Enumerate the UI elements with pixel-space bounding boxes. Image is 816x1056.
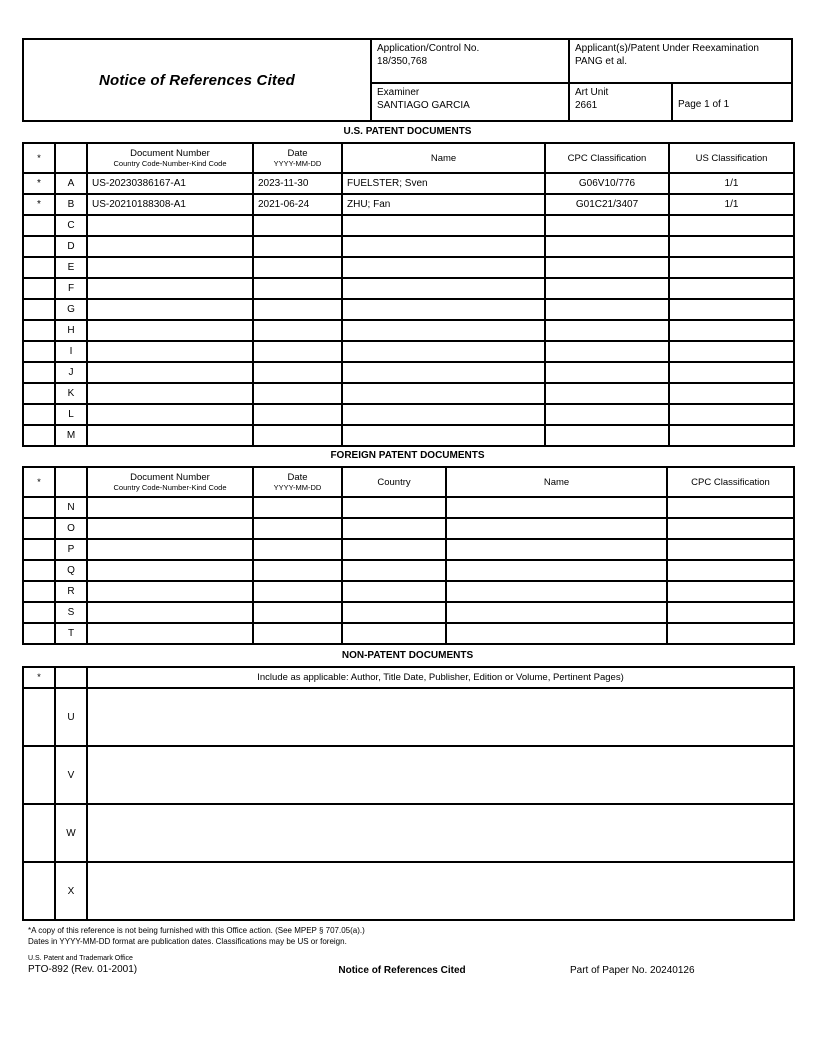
table-row — [23, 804, 794, 862]
us-patent-table — [22, 142, 795, 447]
country-column-header: Country — [342, 467, 446, 497]
cpc-cell — [667, 518, 794, 539]
name-cell — [342, 236, 545, 257]
star-cell — [23, 560, 55, 581]
cpc-cell — [545, 383, 669, 404]
table-row — [23, 862, 794, 920]
art-unit-label: Art Unit — [575, 87, 609, 98]
table-row — [23, 236, 794, 257]
cpc-cell — [667, 497, 794, 518]
name-cell — [446, 602, 667, 623]
letter-column-header — [55, 143, 87, 173]
date-cell — [253, 560, 342, 581]
npl-content-cell — [87, 862, 794, 920]
star-cell — [23, 581, 55, 602]
foreign-patent-table-body — [23, 497, 794, 644]
letter-cell: C — [55, 215, 87, 236]
application-number-label: Application/Control No. — [377, 43, 480, 54]
us-class-cell — [669, 278, 794, 299]
doc-number-cell — [87, 278, 253, 299]
doc-number-cell — [87, 383, 253, 404]
doc-number-column-header — [87, 143, 253, 173]
table-row — [23, 581, 794, 602]
footer-paper-number: Part of Paper No. 20240126 — [570, 965, 695, 976]
letter-cell: U — [55, 688, 87, 746]
star-cell — [23, 602, 55, 623]
cpc-cell — [667, 602, 794, 623]
doc-number-cell — [87, 299, 253, 320]
us-class-cell — [669, 362, 794, 383]
name-cell — [446, 581, 667, 602]
us-class-cell — [669, 257, 794, 278]
letter-cell: A — [55, 173, 87, 194]
name-column-header: Name — [342, 143, 545, 173]
name-cell — [446, 539, 667, 560]
doc-number-cell — [87, 518, 253, 539]
country-cell — [342, 539, 446, 560]
letter-cell: E — [55, 257, 87, 278]
letter-cell: Q — [55, 560, 87, 581]
date-cell — [253, 581, 342, 602]
date-cell — [253, 215, 342, 236]
letter-cell: H — [55, 320, 87, 341]
doc-number-cell — [87, 320, 253, 341]
doc-number-column-header — [87, 467, 253, 497]
name-cell — [342, 299, 545, 320]
star-cell — [23, 215, 55, 236]
foreign-patent-header-row — [23, 467, 794, 497]
form-header-row2 — [372, 84, 791, 120]
letter-column-header — [55, 467, 87, 497]
letter-cell: N — [55, 497, 87, 518]
date-cell — [253, 404, 342, 425]
footnote-dates-format: Dates in YYYY-MM-DD format are publication dates. Classifications may be US or foreign. — [28, 937, 347, 946]
date-cell — [253, 623, 342, 644]
doc-number-cell — [87, 497, 253, 518]
application-number-cell — [372, 40, 570, 82]
table-row — [23, 278, 794, 299]
art-unit-cell — [570, 84, 673, 120]
letter-cell: J — [55, 362, 87, 383]
star-cell — [23, 236, 55, 257]
examiner-label: Examiner — [377, 87, 420, 98]
date-header-main: Date — [287, 472, 308, 483]
date-cell — [253, 497, 342, 518]
table-row — [23, 518, 794, 539]
letter-cell: B — [55, 194, 87, 215]
npl-content-cell — [87, 688, 794, 746]
us-patent-section-title: U.S. PATENT DOCUMENTS — [343, 126, 472, 137]
star-cell — [23, 539, 55, 560]
doc-number-header-sub: Country Code-Number-Kind Code — [113, 159, 227, 168]
name-cell — [342, 404, 545, 425]
country-cell — [342, 581, 446, 602]
letter-cell: G — [55, 299, 87, 320]
cpc-cell: G06V10/776 — [545, 173, 669, 194]
date-cell — [253, 299, 342, 320]
table-row — [23, 320, 794, 341]
date-cell — [253, 539, 342, 560]
star-cell — [23, 383, 55, 404]
table-row — [23, 746, 794, 804]
star-cell — [23, 341, 55, 362]
star-cell — [23, 688, 55, 746]
country-cell — [342, 560, 446, 581]
letter-cell: L — [55, 404, 87, 425]
cpc-cell — [545, 278, 669, 299]
table-row — [23, 602, 794, 623]
letter-cell: K — [55, 383, 87, 404]
name-cell — [342, 320, 545, 341]
star-cell — [23, 518, 55, 539]
date-header-sub: YYYY-MM-DD — [273, 483, 322, 492]
name-cell — [342, 341, 545, 362]
letter-cell: M — [55, 425, 87, 446]
cpc-cell — [667, 623, 794, 644]
date-cell — [253, 383, 342, 404]
letter-cell: T — [55, 623, 87, 644]
name-cell — [342, 215, 545, 236]
doc-number-cell — [87, 539, 253, 560]
examiner-value: SANTIAGO GARCIA — [377, 100, 470, 111]
doc-number-cell — [87, 581, 253, 602]
us-class-cell — [669, 236, 794, 257]
cpc-cell — [545, 257, 669, 278]
date-header-main: Date — [287, 148, 308, 159]
cpc-cell — [545, 236, 669, 257]
cpc-column-header: CPC Classification — [545, 143, 669, 173]
doc-number-header-main: Document Number — [130, 472, 210, 483]
country-cell — [342, 602, 446, 623]
npl-content-column-header: Include as applicable: Author, Title Date, Publisher, Edition or Volume, Pertinent Pages) — [87, 667, 794, 688]
star-cell: * — [23, 173, 55, 194]
country-cell — [342, 623, 446, 644]
letter-cell: F — [55, 278, 87, 299]
doc-number-cell — [87, 560, 253, 581]
us-class-cell — [669, 215, 794, 236]
letter-cell: W — [55, 804, 87, 862]
us-class-cell — [669, 341, 794, 362]
doc-number-cell — [87, 425, 253, 446]
footer-form-title: Notice of References Cited — [338, 965, 466, 976]
us-class-cell: 1/1 — [669, 194, 794, 215]
table-row — [23, 560, 794, 581]
table-row — [23, 497, 794, 518]
table-row — [23, 257, 794, 278]
table-row — [23, 299, 794, 320]
us-patent-header-row — [23, 143, 794, 173]
doc-number-cell — [87, 257, 253, 278]
form-header-box — [22, 38, 793, 122]
applicant-cell — [570, 40, 791, 82]
us-class-cell — [669, 299, 794, 320]
date-header-sub: YYYY-MM-DD — [273, 159, 322, 168]
footer-form-number: PTO-892 (Rev. 01-2001) — [28, 964, 138, 975]
date-cell — [253, 320, 342, 341]
star-column-header: * — [23, 143, 55, 173]
name-cell — [342, 257, 545, 278]
cpc-column-header: CPC Classification — [667, 467, 794, 497]
letter-cell: R — [55, 581, 87, 602]
cpc-cell: G01C21/3407 — [545, 194, 669, 215]
non-patent-section-title: NON-PATENT DOCUMENTS — [341, 650, 474, 661]
footnote-copy-reference: *A copy of this reference is not being furnished with this Office action. (See MPEP § 707.05(a).) — [28, 926, 365, 935]
foreign-patent-table — [22, 466, 795, 645]
star-cell — [23, 404, 55, 425]
date-column-header — [253, 143, 342, 173]
name-cell — [446, 623, 667, 644]
name-column-header: Name — [446, 467, 667, 497]
applicant-label: Applicant(s)/Patent Under Reexamination — [575, 43, 759, 54]
star-cell — [23, 320, 55, 341]
form-header-right — [372, 40, 791, 120]
name-cell — [446, 497, 667, 518]
table-row — [23, 215, 794, 236]
foreign-patent-section-title: FOREIGN PATENT DOCUMENTS — [330, 450, 485, 461]
us-patent-table-body — [23, 173, 794, 446]
country-cell — [342, 497, 446, 518]
letter-cell: X — [55, 862, 87, 920]
npl-content-cell — [87, 746, 794, 804]
country-cell — [342, 518, 446, 539]
doc-number-header-main: Document Number — [130, 148, 210, 159]
date-cell: 2021-06-24 — [253, 194, 342, 215]
doc-number-cell — [87, 602, 253, 623]
us-class-cell — [669, 425, 794, 446]
date-cell — [253, 425, 342, 446]
table-row — [23, 688, 794, 746]
doc-number-cell: US-20230386167-A1 — [87, 173, 253, 194]
star-cell — [23, 425, 55, 446]
non-patent-table — [22, 666, 795, 921]
date-cell: 2023-11-30 — [253, 173, 342, 194]
us-class-cell — [669, 320, 794, 341]
us-class-cell — [669, 383, 794, 404]
date-cell — [253, 602, 342, 623]
star-cell — [23, 362, 55, 383]
name-cell — [342, 425, 545, 446]
page-number-value: Page 1 of 1 — [678, 99, 730, 110]
doc-number-cell — [87, 362, 253, 383]
letter-cell: S — [55, 602, 87, 623]
non-patent-table-body — [23, 688, 794, 920]
us-class-cell — [669, 404, 794, 425]
cpc-cell — [545, 299, 669, 320]
form-title-cell — [24, 40, 372, 120]
date-cell — [253, 518, 342, 539]
letter-cell: I — [55, 341, 87, 362]
doc-number-cell: US-20210188308-A1 — [87, 194, 253, 215]
star-cell — [23, 257, 55, 278]
star-column-header: * — [23, 467, 55, 497]
name-cell — [342, 383, 545, 404]
star-cell — [23, 497, 55, 518]
cpc-cell — [667, 539, 794, 560]
table-row — [23, 425, 794, 446]
date-cell — [253, 257, 342, 278]
doc-number-cell — [87, 215, 253, 236]
doc-number-cell — [87, 404, 253, 425]
examiner-cell — [372, 84, 570, 120]
date-cell — [253, 362, 342, 383]
star-cell — [23, 804, 55, 862]
letter-cell: P — [55, 539, 87, 560]
cpc-cell — [545, 341, 669, 362]
date-cell — [253, 236, 342, 257]
cpc-cell — [545, 215, 669, 236]
name-cell — [342, 278, 545, 299]
name-cell — [446, 518, 667, 539]
art-unit-value: 2661 — [575, 100, 598, 111]
table-row — [23, 539, 794, 560]
cpc-cell — [667, 560, 794, 581]
table-row — [23, 404, 794, 425]
form-title: Notice of References Cited — [98, 71, 296, 89]
applicant-value: PANG et al. — [575, 56, 628, 67]
name-cell: FUELSTER; Sven — [342, 173, 545, 194]
us-class-cell: 1/1 — [669, 173, 794, 194]
star-cell — [23, 862, 55, 920]
doc-number-header-sub: Country Code-Number-Kind Code — [113, 483, 227, 492]
star-cell — [23, 299, 55, 320]
us-class-column-header: US Classification — [669, 143, 794, 173]
table-row — [23, 383, 794, 404]
page-number-cell — [673, 84, 791, 120]
npl-content-cell — [87, 804, 794, 862]
table-row — [23, 623, 794, 644]
name-cell — [446, 560, 667, 581]
footer-office-name: U.S. Patent and Trademark Office — [28, 955, 133, 962]
table-row — [23, 341, 794, 362]
non-patent-header-row — [23, 667, 794, 688]
star-cell — [23, 623, 55, 644]
star-cell — [23, 746, 55, 804]
table-row — [23, 194, 794, 215]
application-number-value: 18/350,768 — [377, 56, 428, 67]
letter-column-header — [55, 667, 87, 688]
table-row — [23, 362, 794, 383]
cpc-cell — [545, 320, 669, 341]
doc-number-cell — [87, 341, 253, 362]
letter-cell: D — [55, 236, 87, 257]
cpc-cell — [545, 362, 669, 383]
star-column-header: * — [23, 667, 55, 688]
date-cell — [253, 278, 342, 299]
table-row — [23, 173, 794, 194]
doc-number-cell — [87, 623, 253, 644]
form-header-row1 — [372, 40, 791, 84]
cpc-cell — [545, 425, 669, 446]
letter-cell: V — [55, 746, 87, 804]
date-cell — [253, 341, 342, 362]
name-cell: ZHU; Fan — [342, 194, 545, 215]
star-cell: * — [23, 194, 55, 215]
cpc-cell — [667, 581, 794, 602]
doc-number-cell — [87, 236, 253, 257]
cpc-cell — [545, 404, 669, 425]
star-cell — [23, 278, 55, 299]
name-cell — [342, 362, 545, 383]
footnotes — [28, 925, 365, 947]
date-column-header — [253, 467, 342, 497]
letter-cell: O — [55, 518, 87, 539]
